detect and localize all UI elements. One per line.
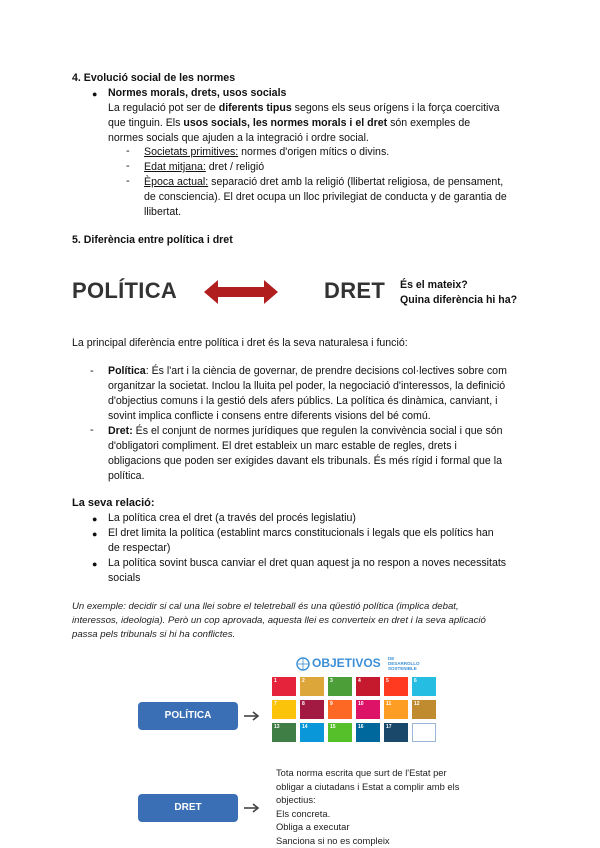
- example-paragraph: Un exemple: decidir si cal una llei sobre el teletreball és una qüestió política (implica debat, interessos, ideologia). Però un cop aprovada, aquesta llei es converteix en dret i la seva aplicació passa pels tribunals si hi ha conflictes.: [72, 601, 486, 640]
- bullet-dot: ●: [92, 514, 98, 524]
- sdg-tile: 17: [384, 723, 408, 742]
- un-emblem-icon: [296, 657, 310, 671]
- dret-definition: Dret: És el conjunt de normes jurídiques que regulen la convivència social i que són d'obligatori compliment. El dret estableix un marc estable de regles, drets i obligacions que poden ser exigides davant els tribunals. És més rígid i formal que la política.: [108, 425, 503, 482]
- sdg-tile: 13: [272, 723, 296, 742]
- sdg-tile: 8: [300, 700, 324, 719]
- dash: -: [90, 365, 94, 377]
- subitem-epoca-actual: Època actual: separació dret amb la religió (llibertat religiosa, de pensament, de consciencia). El dret ocupa un lloc privilegiat de conducta y de garantia de llibertat.: [144, 176, 507, 218]
- relacio-item-3: La política sovint busca canviar el dret quan aquest ja no respon a noves necessitats socials: [108, 557, 507, 584]
- sdg-tile: 6: [412, 677, 436, 696]
- sdg-tile: 7: [272, 700, 296, 719]
- arrow-right-icon: [244, 710, 262, 722]
- dret-button: DRET: [138, 794, 238, 822]
- bullet-dot: ●: [92, 529, 98, 539]
- subitem-edat-mitjana: Edat mitjana: dret / religió: [144, 161, 265, 173]
- sdg-subtitle: DE DESARROLLO SOSTENIBLE: [388, 656, 420, 671]
- dash: -: [126, 145, 130, 157]
- dash: -: [126, 175, 130, 187]
- sdg-tile: 14: [300, 723, 324, 742]
- double-arrow-icon: [204, 279, 278, 305]
- sdg-tile: 10: [356, 700, 380, 719]
- bullet-title: Normes morals, drets, usos socials: [108, 87, 287, 99]
- bullet-dot: ●: [92, 89, 98, 99]
- bullet-dot: ●: [92, 559, 98, 569]
- paragraph-regulacio: La regulació pot ser de diferents tipus segons els seus orígens i la força coercitiva que tinguin. Els usos socials, les normes morals i el dret són exemples de normes socials que ajuden a la integració i ordre social.: [108, 102, 500, 144]
- section-5-heading: 5. Diferència entre política i dret: [72, 234, 233, 246]
- politica-word: POLÍTICA: [72, 278, 178, 303]
- sdg-tile: 2: [300, 677, 324, 696]
- dret-word: DRET: [324, 278, 386, 303]
- intro-paragraph: La principal diferència entre política i dret és la seva naturalesa i funció:: [72, 337, 408, 349]
- subitem-primitives: Societats primitives: normes d'origen mítics o divins.: [144, 146, 390, 158]
- sdg-tile: 9: [328, 700, 352, 719]
- relacio-item-2: El dret limita la política (establint marcs constitucionals i legals que els polítics han de respectar): [108, 527, 494, 554]
- sdg-grid: [272, 677, 438, 742]
- politica-definition: Política: És l'art i la ciència de governar, de prendre decisions col·lectives sobre com organitzar la societat. Inclou la lluita pel poder, la negociació d'interessos, la definició d'objectius comuns i la gestió dels afers públics. La política és dinàmica, canviant, i sovint implica conflicte i consens entre diferents visions del bé comú.: [108, 365, 507, 422]
- dash: -: [90, 424, 94, 436]
- handwritten-note: Tota norma escrita que surt de l'Estat per obligar a ciutadans i Estat a complir amb els objectius: Els concreta. Obliga a executar Sanciona si no es compleix: [276, 767, 460, 846]
- sdg-tile: 11: [384, 700, 408, 719]
- sdg-logo-tile: [412, 723, 436, 742]
- sdg-title: OBJETIVOS: [312, 656, 381, 670]
- sdg-tile: 3: [328, 677, 352, 696]
- relacio-item-1: La política crea el dret (a través del procés legislatiu): [108, 512, 356, 524]
- sdg-tile: 16: [356, 723, 380, 742]
- arrow-right-icon: [244, 802, 262, 814]
- sdg-tile: 15: [328, 723, 352, 742]
- question-text: És el mateix? Quina diferència hi ha?: [400, 279, 518, 306]
- dash: -: [126, 160, 130, 172]
- sdg-tile: 12: [412, 700, 436, 719]
- politica-button: POLÍTICA: [138, 702, 238, 730]
- sdg-tile: 5: [384, 677, 408, 696]
- section-4-heading: 4. Evolució social de les normes: [72, 72, 236, 84]
- relacio-heading: La seva relació:: [72, 497, 155, 509]
- sdg-tile: 4: [356, 677, 380, 696]
- sdg-tile: 1: [272, 677, 296, 696]
